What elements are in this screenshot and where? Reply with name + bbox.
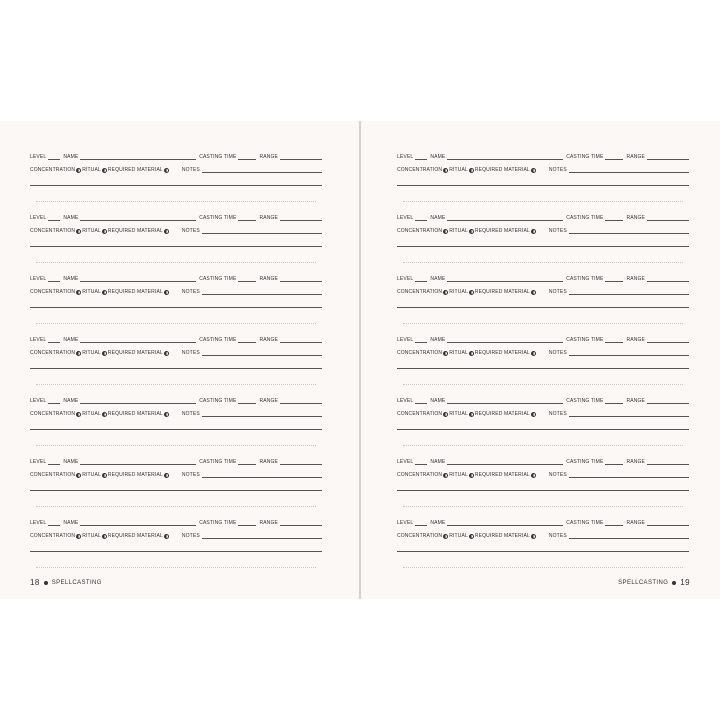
spell-entry (397, 304, 689, 364)
casting-time-field[interactable] (605, 275, 623, 282)
spell-header-row (397, 150, 689, 160)
name-label: NAME (63, 337, 79, 343)
concentration-checkbox-icon[interactable] (76, 351, 81, 356)
concentration-checkbox-icon[interactable] (443, 473, 448, 478)
required-material-label: REQUIRED MATERIAL (107, 228, 163, 234)
concentration-label: CONCENTRATION (30, 411, 76, 417)
ritual-label: RITUAL (82, 350, 101, 356)
required-material-label: REQUIRED MATERIAL (474, 411, 530, 417)
spell-options-row (397, 224, 689, 234)
spell-entry (30, 182, 322, 242)
notes-line[interactable] (30, 551, 322, 552)
concentration-checkbox-icon[interactable] (76, 412, 81, 417)
required-material-checkbox-icon[interactable] (531, 351, 536, 356)
range-label: RANGE (259, 337, 278, 343)
required-material-label: REQUIRED MATERIAL (474, 289, 530, 295)
bullet-icon (44, 581, 48, 585)
spell-header-row (397, 272, 689, 282)
ritual-checkbox-icon[interactable] (102, 168, 107, 173)
required-material-label: REQUIRED MATERIAL (107, 472, 163, 478)
spell-options-row (397, 163, 689, 173)
level-field[interactable] (48, 519, 60, 526)
casting-time-field[interactable] (238, 275, 256, 282)
concentration-label: CONCENTRATION (30, 228, 76, 234)
concentration-label: CONCENTRATION (397, 411, 443, 417)
notes-field[interactable] (202, 288, 322, 295)
range-label: RANGE (626, 215, 645, 221)
required-material-checkbox-icon[interactable] (164, 229, 169, 234)
casting-time-label: CASTING TIME (199, 337, 237, 343)
spell-options-row (30, 224, 322, 234)
range-field[interactable] (647, 214, 689, 221)
notes-field[interactable] (202, 166, 322, 173)
range-field[interactable] (647, 397, 689, 404)
spell-entry (397, 182, 689, 242)
spell-entry (30, 121, 322, 181)
range-label: RANGE (259, 276, 278, 282)
casting-time-field[interactable] (605, 153, 623, 160)
level-field[interactable] (415, 519, 427, 526)
name-field[interactable] (447, 519, 563, 526)
spell-header-row (397, 394, 689, 404)
casting-time-field[interactable] (605, 397, 623, 404)
range-label: RANGE (259, 459, 278, 465)
concentration-label: CONCENTRATION (30, 472, 76, 478)
name-field[interactable] (80, 458, 196, 465)
notes-label: NOTES (548, 350, 567, 356)
casting-time-field[interactable] (238, 214, 256, 221)
level-field[interactable] (48, 214, 60, 221)
casting-time-label: CASTING TIME (199, 215, 237, 221)
required-material-checkbox-icon[interactable] (531, 290, 536, 295)
range-label: RANGE (626, 154, 645, 160)
spell-header-row (397, 211, 689, 221)
spell-options-row (397, 529, 689, 539)
range-field[interactable] (280, 458, 322, 465)
casting-time-label: CASTING TIME (566, 215, 604, 221)
notes-label: NOTES (181, 289, 200, 295)
spell-header-row (30, 455, 322, 465)
required-material-label: REQUIRED MATERIAL (107, 289, 163, 295)
level-label: LEVEL (397, 215, 414, 221)
notes-field[interactable] (569, 166, 689, 173)
spell-header-row (30, 333, 322, 343)
range-field[interactable] (647, 275, 689, 282)
notes-field[interactable] (569, 532, 689, 539)
name-field[interactable] (447, 214, 563, 221)
required-material-label: REQUIRED MATERIAL (474, 472, 530, 478)
section-title: SPELLCASTING (51, 579, 102, 586)
notes-line[interactable] (397, 551, 689, 552)
spell-options-row (397, 285, 689, 295)
concentration-checkbox-icon[interactable] (76, 534, 81, 539)
spell-options-row (30, 468, 322, 478)
notes-label: NOTES (548, 228, 567, 234)
range-field[interactable] (280, 397, 322, 404)
notes-field[interactable] (569, 288, 689, 295)
dotted-separator (36, 567, 316, 568)
range-field[interactable] (647, 153, 689, 160)
spell-entry (397, 121, 689, 181)
required-material-checkbox-icon[interactable] (531, 473, 536, 478)
ritual-checkbox-icon[interactable] (102, 290, 107, 295)
level-field[interactable] (415, 458, 427, 465)
dotted-separator (403, 567, 683, 568)
concentration-checkbox-icon[interactable] (443, 351, 448, 356)
required-material-label: REQUIRED MATERIAL (107, 167, 163, 173)
required-material-label: REQUIRED MATERIAL (474, 228, 530, 234)
spell-entry (397, 365, 689, 425)
casting-time-label: CASTING TIME (566, 398, 604, 404)
casting-time-field[interactable] (605, 214, 623, 221)
notes-field[interactable] (569, 471, 689, 478)
concentration-checkbox-icon[interactable] (76, 473, 81, 478)
ritual-checkbox-icon[interactable] (469, 168, 474, 173)
spell-entry (30, 304, 322, 364)
ritual-checkbox-icon[interactable] (469, 534, 474, 539)
notes-field[interactable] (202, 410, 322, 417)
casting-time-label: CASTING TIME (566, 520, 604, 526)
level-field[interactable] (48, 275, 60, 282)
spell-entry (30, 426, 322, 486)
casting-time-field[interactable] (238, 336, 256, 343)
ritual-checkbox-icon[interactable] (102, 473, 107, 478)
ritual-label: RITUAL (449, 411, 468, 417)
concentration-label: CONCENTRATION (30, 533, 76, 539)
concentration-checkbox-icon[interactable] (443, 534, 448, 539)
ritual-checkbox-icon[interactable] (469, 473, 474, 478)
notes-label: NOTES (548, 472, 567, 478)
ritual-label: RITUAL (449, 167, 468, 173)
ritual-checkbox-icon[interactable] (102, 229, 107, 234)
casting-time-field[interactable] (238, 519, 256, 526)
name-label: NAME (63, 520, 79, 526)
notes-label: NOTES (548, 289, 567, 295)
spell-entry (397, 426, 689, 486)
notes-field[interactable] (202, 349, 322, 356)
ritual-checkbox-icon[interactable] (469, 351, 474, 356)
name-label: NAME (63, 459, 79, 465)
range-label: RANGE (626, 398, 645, 404)
level-label: LEVEL (30, 520, 47, 526)
concentration-label: CONCENTRATION (30, 350, 76, 356)
spell-options-row (30, 529, 322, 539)
required-material-label: REQUIRED MATERIAL (107, 411, 163, 417)
range-field[interactable] (280, 336, 322, 343)
section-title: SPELLCASTING (618, 579, 669, 586)
notes-label: NOTES (548, 411, 567, 417)
casting-time-label: CASTING TIME (199, 398, 237, 404)
name-field[interactable] (447, 153, 563, 160)
required-material-checkbox-icon[interactable] (164, 168, 169, 173)
left-page (0, 121, 359, 599)
name-label: NAME (63, 276, 79, 282)
concentration-label: CONCENTRATION (397, 228, 443, 234)
spell-header-row (30, 211, 322, 221)
concentration-checkbox-icon[interactable] (443, 168, 448, 173)
notes-label: NOTES (181, 228, 200, 234)
spell-options-row (30, 407, 322, 417)
name-field[interactable] (80, 153, 196, 160)
casting-time-label: CASTING TIME (566, 154, 604, 160)
range-label: RANGE (259, 520, 278, 526)
required-material-checkbox-icon[interactable] (164, 351, 169, 356)
concentration-checkbox-icon[interactable] (76, 290, 81, 295)
range-field[interactable] (647, 458, 689, 465)
page-number: 18 (30, 578, 40, 587)
spell-options-row (30, 285, 322, 295)
level-field[interactable] (415, 336, 427, 343)
name-field[interactable] (80, 519, 196, 526)
name-field[interactable] (447, 458, 563, 465)
ritual-label: RITUAL (449, 533, 468, 539)
concentration-label: CONCENTRATION (397, 533, 443, 539)
level-field[interactable] (415, 153, 427, 160)
range-field[interactable] (280, 214, 322, 221)
casting-time-field[interactable] (238, 153, 256, 160)
concentration-checkbox-icon[interactable] (76, 229, 81, 234)
casting-time-label: CASTING TIME (199, 154, 237, 160)
level-label: LEVEL (397, 520, 414, 526)
name-field[interactable] (447, 397, 563, 404)
range-label: RANGE (626, 520, 645, 526)
required-material-checkbox-icon[interactable] (164, 412, 169, 417)
name-field[interactable] (447, 336, 563, 343)
casting-time-field[interactable] (238, 458, 256, 465)
range-label: RANGE (259, 215, 278, 221)
level-label: LEVEL (30, 276, 47, 282)
concentration-checkbox-icon[interactable] (443, 412, 448, 417)
spell-header-row (397, 455, 689, 465)
range-label: RANGE (626, 276, 645, 282)
name-label: NAME (430, 520, 446, 526)
notes-label: NOTES (548, 167, 567, 173)
notes-label: NOTES (181, 411, 200, 417)
bullet-icon (672, 581, 676, 585)
spell-entry (30, 243, 322, 303)
ritual-label: RITUAL (82, 228, 101, 234)
ritual-label: RITUAL (82, 289, 101, 295)
required-material-checkbox-icon[interactable] (531, 534, 536, 539)
ritual-checkbox-icon[interactable] (102, 412, 107, 417)
level-field[interactable] (415, 397, 427, 404)
range-field[interactable] (280, 153, 322, 160)
ritual-checkbox-icon[interactable] (469, 290, 474, 295)
name-label: NAME (63, 398, 79, 404)
ritual-label: RITUAL (449, 472, 468, 478)
notes-label: NOTES (181, 533, 200, 539)
notes-field[interactable] (202, 471, 322, 478)
page-number: 19 (680, 578, 690, 587)
notes-label: NOTES (181, 472, 200, 478)
notes-label: NOTES (181, 350, 200, 356)
concentration-checkbox-icon[interactable] (76, 168, 81, 173)
notes-label: NOTES (181, 167, 200, 173)
name-label: NAME (430, 337, 446, 343)
casting-time-label: CASTING TIME (199, 520, 237, 526)
concentration-label: CONCENTRATION (30, 289, 76, 295)
level-label: LEVEL (30, 337, 47, 343)
notes-field[interactable] (202, 227, 322, 234)
level-label: LEVEL (30, 398, 47, 404)
name-field[interactable] (80, 336, 196, 343)
range-field[interactable] (647, 336, 689, 343)
range-label: RANGE (259, 154, 278, 160)
spell-options-row (397, 407, 689, 417)
casting-time-field[interactable] (605, 336, 623, 343)
ritual-label: RITUAL (449, 228, 468, 234)
spell-options-row (397, 346, 689, 356)
range-field[interactable] (280, 275, 322, 282)
level-label: LEVEL (30, 459, 47, 465)
spell-header-row (30, 516, 322, 526)
name-label: NAME (430, 398, 446, 404)
name-field[interactable] (80, 397, 196, 404)
range-field[interactable] (280, 519, 322, 526)
ritual-label: RITUAL (449, 289, 468, 295)
casting-time-label: CASTING TIME (566, 337, 604, 343)
required-material-checkbox-icon[interactable] (164, 534, 169, 539)
level-label: LEVEL (397, 337, 414, 343)
concentration-label: CONCENTRATION (397, 472, 443, 478)
name-label: NAME (63, 215, 79, 221)
range-label: RANGE (259, 398, 278, 404)
ritual-checkbox-icon[interactable] (102, 351, 107, 356)
ritual-label: RITUAL (82, 533, 101, 539)
level-field[interactable] (415, 214, 427, 221)
casting-time-label: CASTING TIME (566, 276, 604, 282)
spell-header-row (397, 516, 689, 526)
notes-field[interactable] (569, 227, 689, 234)
concentration-checkbox-icon[interactable] (443, 290, 448, 295)
level-field[interactable] (48, 153, 60, 160)
ritual-checkbox-icon[interactable] (102, 534, 107, 539)
level-field[interactable] (48, 336, 60, 343)
casting-time-label: CASTING TIME (566, 459, 604, 465)
level-label: LEVEL (30, 215, 47, 221)
casting-time-field[interactable] (605, 458, 623, 465)
name-label: NAME (430, 154, 446, 160)
level-label: LEVEL (397, 398, 414, 404)
spell-header-row (30, 150, 322, 160)
level-label: LEVEL (397, 276, 414, 282)
notes-field[interactable] (202, 532, 322, 539)
right-folio (618, 578, 690, 587)
required-material-label: REQUIRED MATERIAL (474, 533, 530, 539)
spell-options-row (397, 468, 689, 478)
ritual-label: RITUAL (82, 411, 101, 417)
notes-field[interactable] (569, 349, 689, 356)
required-material-label: REQUIRED MATERIAL (107, 533, 163, 539)
level-field[interactable] (48, 397, 60, 404)
range-label: RANGE (626, 337, 645, 343)
level-field[interactable] (48, 458, 60, 465)
range-label: RANGE (626, 459, 645, 465)
name-field[interactable] (80, 275, 196, 282)
left-folio (30, 578, 102, 587)
required-material-label: REQUIRED MATERIAL (474, 167, 530, 173)
name-field[interactable] (80, 214, 196, 221)
spell-header-row (30, 272, 322, 282)
required-material-checkbox-icon[interactable] (164, 290, 169, 295)
spell-entry (30, 487, 322, 547)
concentration-label: CONCENTRATION (30, 167, 76, 173)
required-material-label: REQUIRED MATERIAL (474, 350, 530, 356)
spell-header-row (397, 333, 689, 343)
casting-time-field[interactable] (605, 519, 623, 526)
ritual-label: RITUAL (82, 472, 101, 478)
casting-time-label: CASTING TIME (199, 459, 237, 465)
ritual-label: RITUAL (449, 350, 468, 356)
required-material-checkbox-icon[interactable] (531, 412, 536, 417)
name-field[interactable] (447, 275, 563, 282)
spell-options-row (30, 163, 322, 173)
required-material-label: REQUIRED MATERIAL (107, 350, 163, 356)
name-label: NAME (63, 154, 79, 160)
ritual-checkbox-icon[interactable] (469, 412, 474, 417)
level-label: LEVEL (397, 459, 414, 465)
spell-header-row (30, 394, 322, 404)
right-page (361, 121, 720, 599)
name-label: NAME (430, 276, 446, 282)
ritual-checkbox-icon[interactable] (469, 229, 474, 234)
concentration-label: CONCENTRATION (397, 350, 443, 356)
name-label: NAME (430, 459, 446, 465)
notes-label: NOTES (548, 533, 567, 539)
spell-entry (30, 365, 322, 425)
level-label: LEVEL (30, 154, 47, 160)
required-material-checkbox-icon[interactable] (531, 229, 536, 234)
spell-options-row (30, 346, 322, 356)
required-material-checkbox-icon[interactable] (164, 473, 169, 478)
book-spread (0, 121, 720, 599)
level-field[interactable] (415, 275, 427, 282)
concentration-label: CONCENTRATION (397, 167, 443, 173)
concentration-label: CONCENTRATION (397, 289, 443, 295)
notes-field[interactable] (569, 410, 689, 417)
spell-entry (397, 487, 689, 547)
name-label: NAME (430, 215, 446, 221)
concentration-checkbox-icon[interactable] (443, 229, 448, 234)
ritual-label: RITUAL (82, 167, 101, 173)
casting-time-label: CASTING TIME (199, 276, 237, 282)
level-label: LEVEL (397, 154, 414, 160)
casting-time-field[interactable] (238, 397, 256, 404)
spell-entry (397, 243, 689, 303)
range-field[interactable] (647, 519, 689, 526)
required-material-checkbox-icon[interactable] (531, 168, 536, 173)
